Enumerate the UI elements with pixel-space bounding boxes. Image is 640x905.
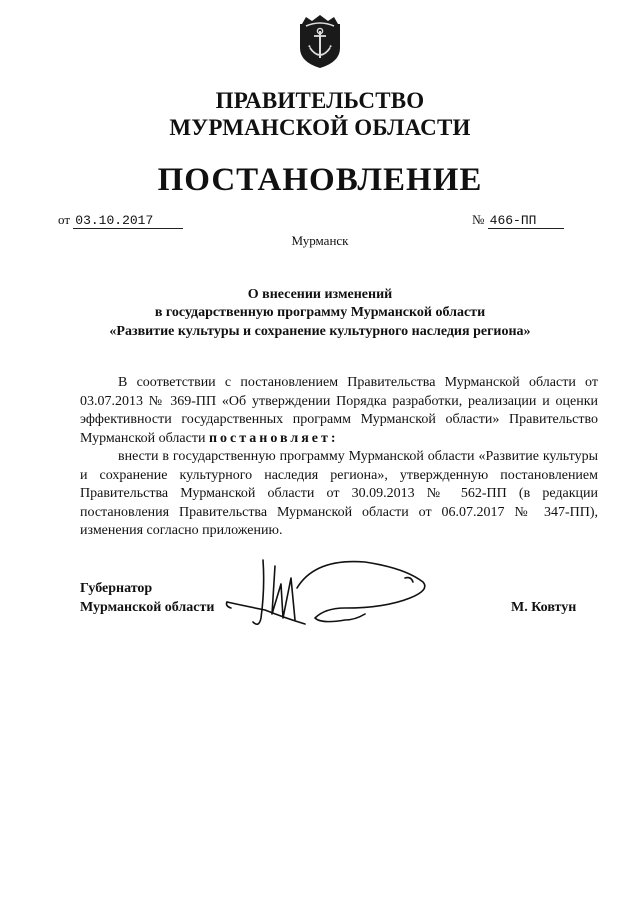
number-value: 466-ПП [488,213,564,229]
title-line2: в государственную программу Мурманской области [154,305,486,320]
signer-name: М. Ковтун [511,600,577,615]
document-date [58,212,183,229]
government-name-line1: ПРАВИТЕЛЬСТВО [215,88,425,113]
handwritten-signature [225,548,440,638]
signer-position-line1: Губернатор [80,581,153,596]
document-number [472,212,564,229]
government-name-line2: МУРМАНСКОЙ ОБЛАСТИ [169,115,471,140]
number-prefix: № [472,212,485,227]
date-value: 03.10.2017 [73,213,183,229]
title-line1: О внесении изменений [247,287,393,302]
body-paragraph-2: внести в государственную программу Мурманской области «Развитие культуры и сохранение культурного наследия региона», утвержденную постановлением Правительства Мурманской области от 30.09.2013 № 562-ПП (в редакции постановления Правительства Мурманской области от 06.07.2017 № 347-ПП), изменения согласно приложению. [80,449,598,538]
body-paragraph-1 [80,374,598,448]
document-body [80,374,598,541]
title-line3: «Развитие культуры и сохранение культурного наследия региона» [109,324,531,339]
city: Мурманск [291,233,349,248]
resolves-word: постановляет: [208,430,339,446]
coat-of-arms-icon [297,14,343,70]
document-type: ПОСТАНОВЛЕНИЕ [157,162,483,198]
paragraph1-text: В соответствии с постановлением Правительства Мурманской области от 03.07.2013 № 369-ПП «Об утверждении Порядка разработки, реализации и оценки эффективности государственных программ Мурманской области» Правительство Мурманской области [80,375,598,446]
date-prefix: от [58,212,71,227]
signer-position-line2: Мурманской области [80,600,215,615]
